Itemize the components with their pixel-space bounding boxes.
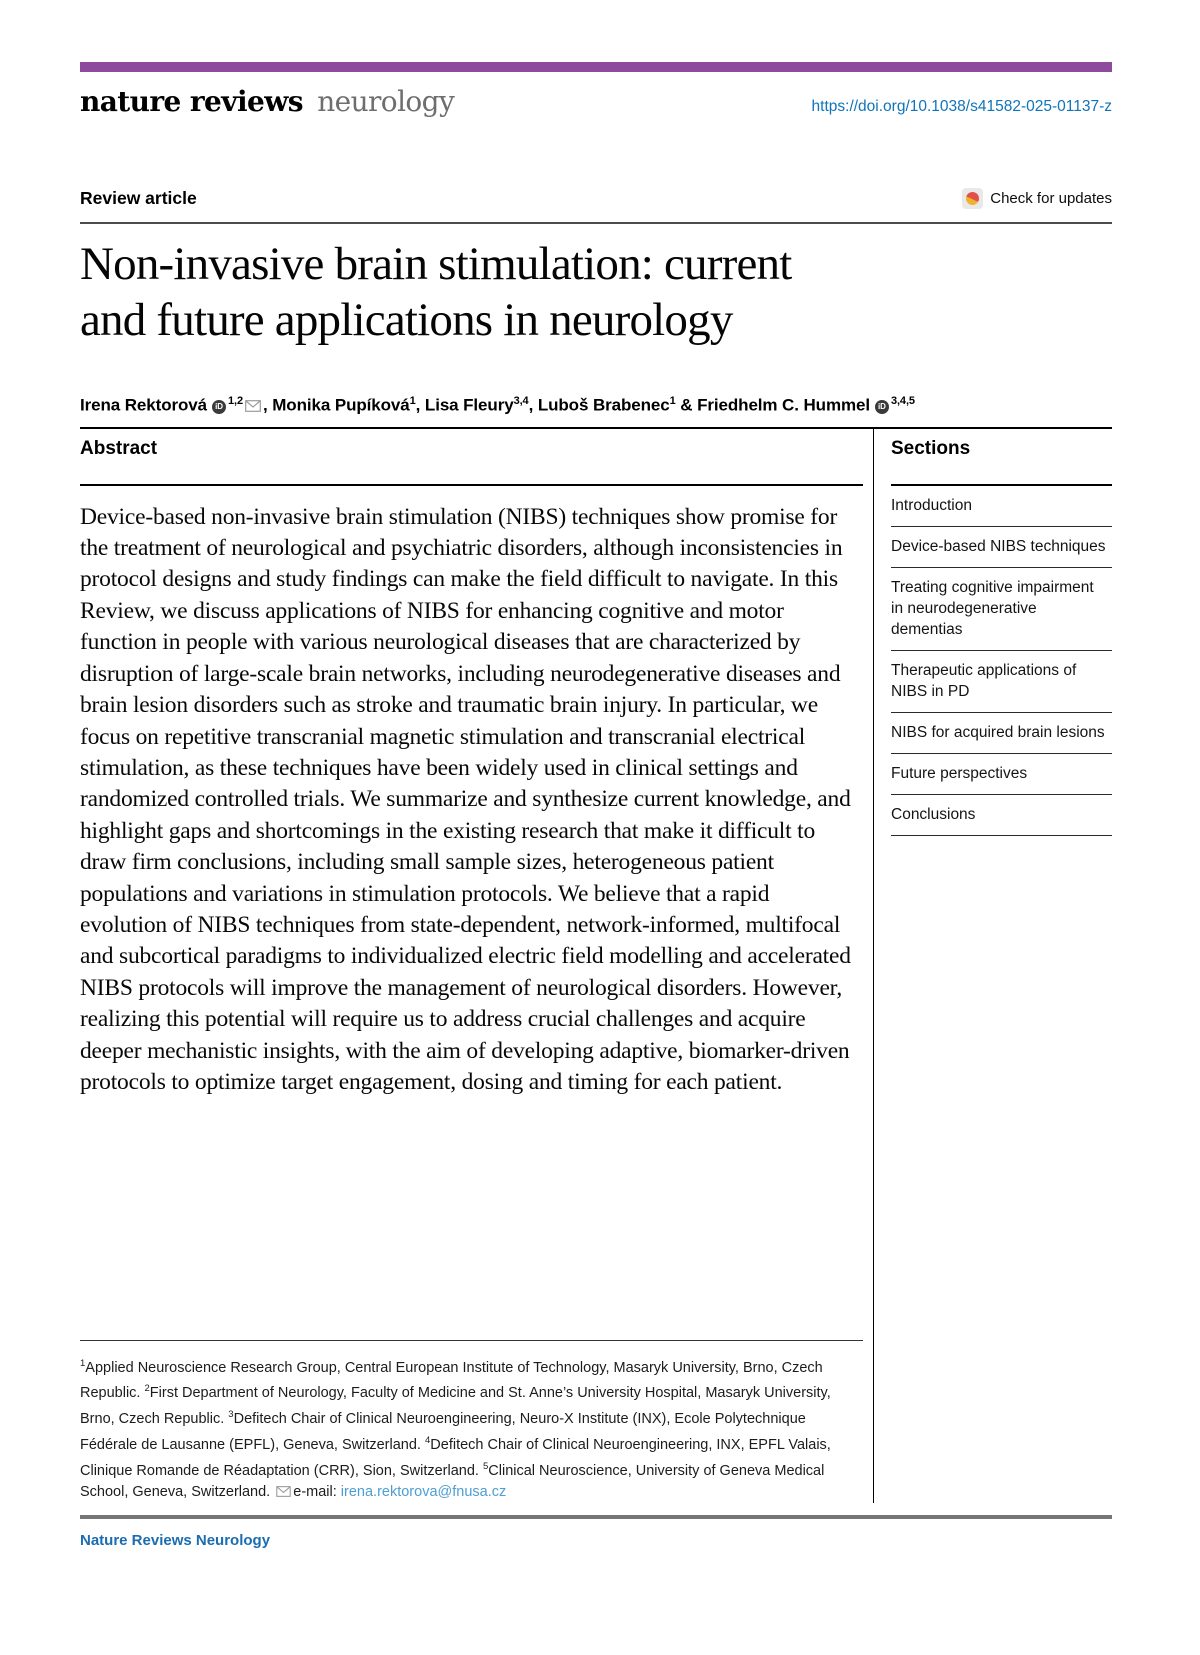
sidebar-item-future-perspectives[interactable]: Future perspectives (891, 754, 1112, 795)
footer-journal-link[interactable]: Nature Reviews Neurology (80, 1531, 271, 1549)
author-affiliation-sup: 3,4,5 (890, 395, 915, 407)
doi-link[interactable]: https://doi.org/10.1038/s41582-025-01137-z (811, 98, 1112, 115)
email-link[interactable]: irena.rektorova@fnusa.cz (340, 1483, 507, 1500)
email-label: e-mail: (293, 1483, 341, 1500)
author-name: Monika Pupíková (272, 395, 410, 415)
journal-logo-nature-reviews: nature reviews (80, 85, 303, 118)
author-affiliation-sup: 1 (409, 395, 416, 407)
author-name: Irena Rektorová (80, 395, 207, 415)
affiliation-text: Applied Neuroscience Research Group, Central European Institute of Technology, Masaryk University, Brno, Czech Republic. (80, 1359, 823, 1402)
sidebar-item-device-based-nibs-techniques[interactable]: Device-based NIBS techniques (891, 527, 1112, 568)
sections-sidebar (873, 429, 1112, 1503)
affiliation-text: Clinical Neuroscience, University of Geneva Medical School, Geneva, Switzerland. (80, 1462, 825, 1500)
abstract-heading: Abstract (80, 429, 863, 486)
affiliation-sup: 2 (144, 1383, 150, 1395)
envelope-icon (276, 1486, 291, 1497)
affiliation-sup: 4 (424, 1435, 431, 1446)
page-title: Non-invasive brain stimulation: current and future applications in neurology (80, 238, 792, 346)
article-page (80, 62, 1112, 1550)
orcid-icon[interactable]: iD (212, 400, 226, 414)
affiliation-text: Defitech Chair of Clinical Neuroengineering, Neuro-X Institute (INX), Ecole Polytechnique Fédérale de Lausanne (EPFL), Geneva, Switzerland. (80, 1411, 806, 1453)
main-content-row (80, 427, 1112, 1503)
affiliation-sup: 3 (228, 1409, 234, 1421)
author-affiliation-sup: 1,2 (228, 395, 243, 407)
sections-heading: Sections (891, 429, 1112, 486)
authors-line: Irena Rektorová iD $^{1,2}$ , Monika Pupíková$^1$, Lisa Fleury$^{3,4}$, Luboš Brabenec$^1$ & Friedhelm C. Hummel iD $^{3,4,5}$ (80, 395, 915, 415)
journal-logo-neurology: neurology (317, 85, 455, 118)
author-affiliation-sup: 1 (669, 395, 676, 407)
author-name: Lisa Fleury (424, 395, 514, 415)
article-type-label: Review article (80, 188, 197, 208)
kicker-row (80, 188, 1112, 224)
author-name: Luboš Brabenec (537, 395, 670, 415)
page-footer (80, 1515, 1112, 1550)
brand-color-bar (80, 62, 1112, 72)
sidebar-item-introduction[interactable]: Introduction (891, 486, 1112, 527)
sidebar-item-nibs-acquired-brain-lesions[interactable]: NIBS for acquired brain lesions (891, 713, 1112, 754)
sidebar-item-treating-cognitive-impairment[interactable]: Treating cognitive impairment in neurodegenerative dementias (891, 568, 1112, 651)
abstract-text: Device-based non-invasive brain stimulation (NIBS) techniques show promise for the treatment of neurological and psychiatric disorders, although inconsistencies in protocol designs and study findings can make the field difficult to navigate. In this Review, we discuss applications of NIBS for enhancing cognitive and motor function in people with various neurological diseases that are characterized by disruption of large-scale brain networks, including neurodegenerative diseases and brain lesion disorders such as stroke and traumatic brain injury. In particular, we focus on repetitive transcranial magnetic stimulation and transcranial electrical stimulation, as these techniques have been widely used in clinical settings and randomized controlled trials. We summarize and synthesize current knowledge, and highlight gaps and shortcomings in the existing research that make it difficult to draw firm conclusions, including small sample sizes, heterogeneous patient populations and variations in stimulation protocols. We believe that a rapid evolution of NIBS techniques from state-dependent, network-informed, multifocal and subcortical paradigms to individualized electric field modelling and accelerated NIBS protocols will improve the management of neurological disorders. However, realizing this potential will require us to address crucial challenges and acquire deeper mechanistic insights, with the aim of developing adaptive, biomarker-driven protocols to optimize target engagement, dosing and timing for each patient. (80, 503, 851, 1095)
affiliations-footnotes (80, 1340, 863, 1503)
author-name: Friedhelm C. Hummel (697, 395, 870, 415)
masthead (80, 86, 1112, 118)
sidebar-item-therapeutic-applications-nibs-pd[interactable]: Therapeutic applications of NIBS in PD (891, 651, 1112, 713)
envelope-icon (245, 400, 261, 412)
sidebar-item-conclusions[interactable]: Conclusions (891, 795, 1112, 836)
abstract-column (80, 429, 863, 1503)
orcid-icon[interactable]: iD (875, 400, 889, 414)
doi-container (812, 98, 1112, 116)
check-for-updates-button[interactable] (962, 188, 1112, 209)
affiliation-text: Defitech Chair of Clinical Neuroengineering, INX, EPFL Valais, Clinique Romande de Réadaptation (CRR), Sion, Switzerland. (80, 1436, 831, 1479)
journal-logo (80, 86, 454, 118)
affiliation-text: First Department of Neurology, Faculty of Medicine and St. Anne’s University Hospital, Masaryk University, Brno, Czech Republic. (80, 1385, 831, 1427)
check-for-updates-label: Check for updates (990, 190, 1112, 207)
author-affiliation-sup: 3,4 (513, 395, 529, 407)
affiliation-sup: 5 (482, 1460, 489, 1472)
affiliation-sup: 1 (80, 1357, 86, 1369)
crossmark-icon (962, 188, 983, 209)
